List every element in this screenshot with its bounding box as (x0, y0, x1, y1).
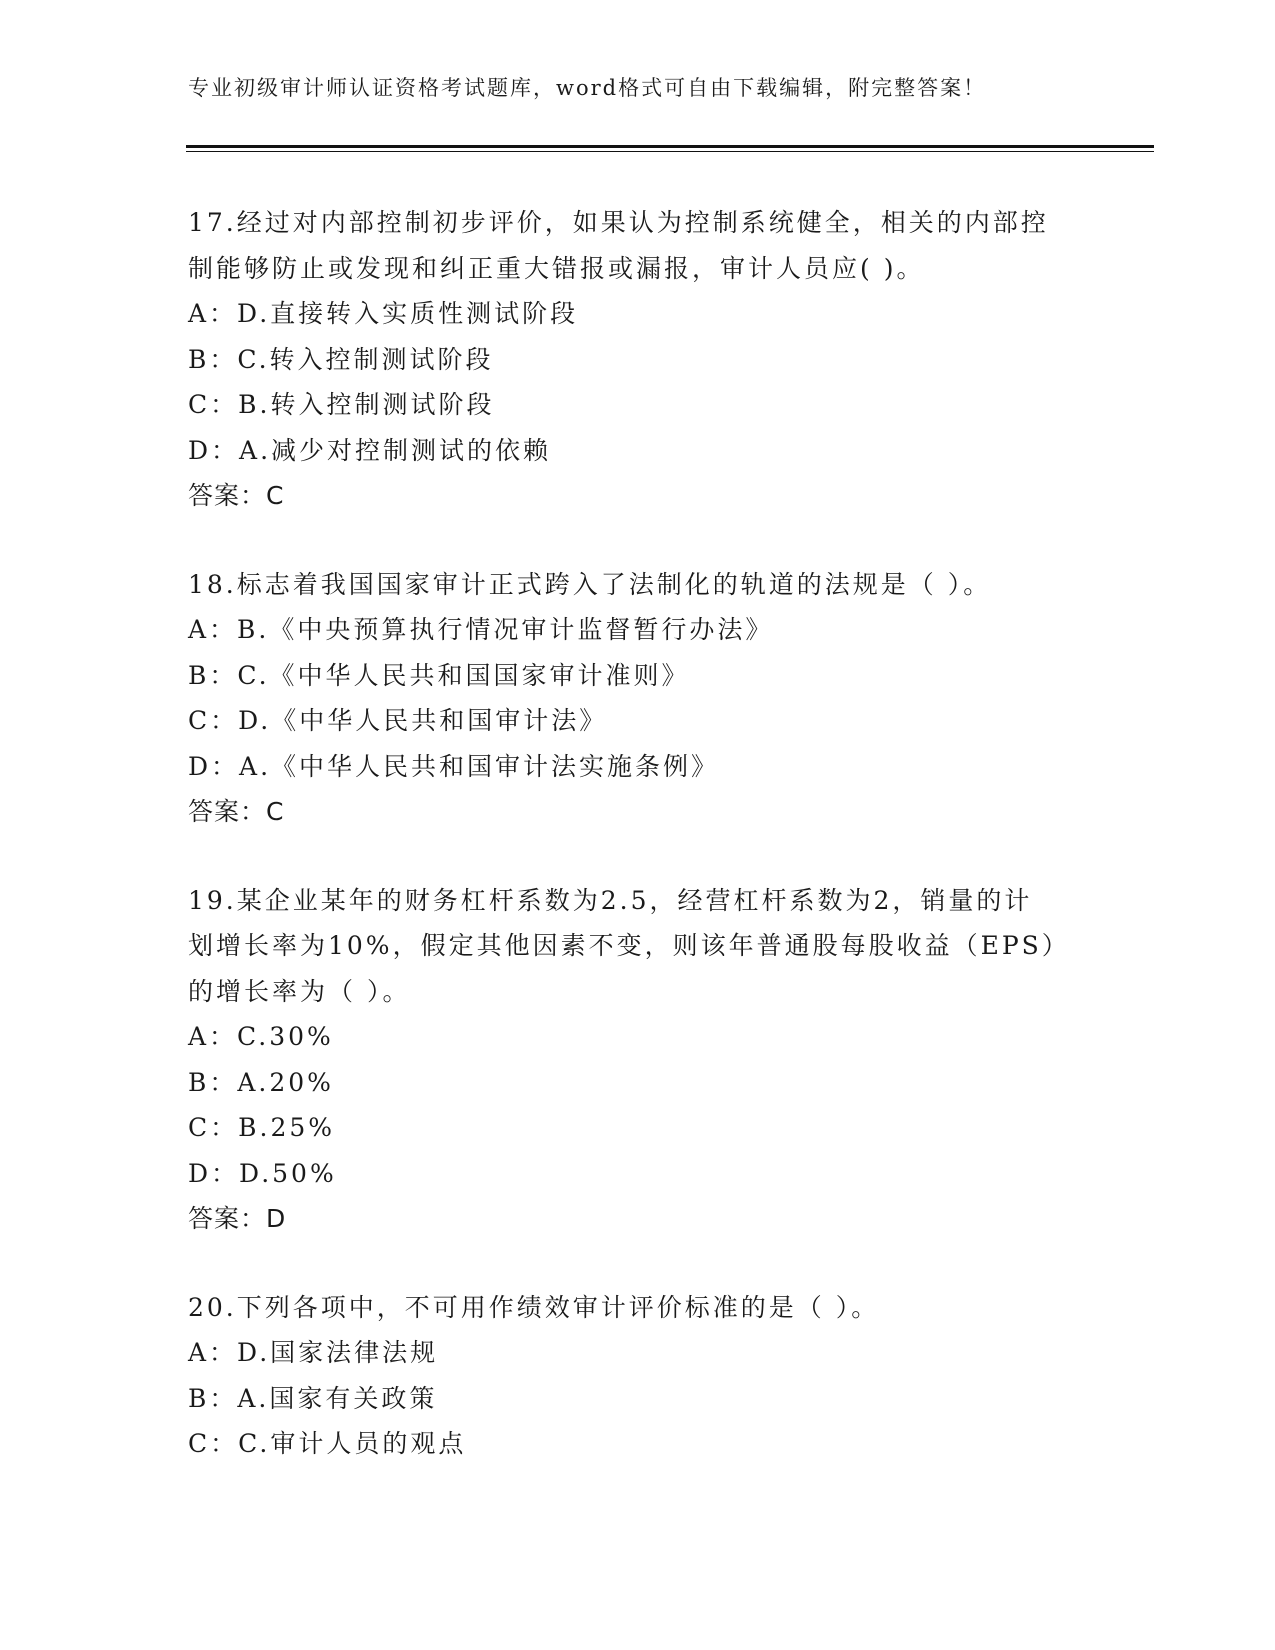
option-d: D：D.50% (188, 1158, 337, 1188)
question-stem-line: 划增长率为10%，假定其他因素不变，则该年普通股每股收益（EPS） (188, 931, 1070, 960)
option-c: C：B.25% (188, 1113, 336, 1142)
option-a: A：D.国家法律法规 (188, 1338, 439, 1367)
page-header: 专业初级审计师认证资格考试题库，word格式可自由下载编辑，附完整答案！ (188, 76, 987, 100)
question-stem-line: 制能够防止或发现和纠正重大错报或漏报，审计人员应( )。 (188, 253, 925, 283)
question-17 (188, 200, 1088, 519)
option-b: B：A.20% (188, 1067, 334, 1097)
answer-line: 答案：C (188, 481, 285, 510)
option-c: C：C.审计人员的观点 (188, 1429, 467, 1458)
question-stem-line: 19.某企业某年的财务杠杆系数为2.5，经营杠杆系数为2，销量的计 (188, 885, 1033, 915)
option-a: A：C.30% (188, 1022, 334, 1051)
question-19 (188, 878, 1088, 1242)
question-stem-line: 的增长率为（ ）。 (188, 976, 411, 1006)
answer-line: 答案：D (188, 1204, 287, 1233)
question-stem-line: 20.下列各项中，不可用作绩效审计评价标准的是（ ）。 (188, 1292, 880, 1322)
question-stem-line: 18.标志着我国国家审计正式跨入了法制化的轨道的法规是（ ）。 (188, 569, 992, 599)
option-b: B：A.国家有关政策 (188, 1383, 438, 1413)
option-b: B：C.《中华人民共和国国家审计准则》 (188, 660, 690, 690)
question-stem-line: 17.经过对内部控制初步评价，如果认为控制系统健全，相关的内部控 (188, 208, 1049, 237)
option-b: B：C.转入控制测试阶段 (188, 344, 494, 374)
answer-line: 答案：C (188, 797, 285, 826)
header-rule-thick (186, 145, 1154, 148)
option-d: D：A.《中华人民共和国审计法实施条例》 (188, 751, 720, 781)
question-20 (188, 1285, 1088, 1467)
option-a: A：B.《中央预算执行情况审计监督暂行办法》 (188, 615, 774, 644)
question-18 (188, 562, 1088, 835)
option-c: C：B.转入控制测试阶段 (188, 390, 495, 419)
header-rule-thin (186, 151, 1154, 152)
option-c: C：D.《中华人民共和国审计法》 (188, 706, 608, 735)
option-d: D：A.减少对控制测试的依赖 (188, 435, 552, 465)
question-list (188, 200, 1088, 1510)
option-a: A：D.直接转入实质性测试阶段 (188, 299, 579, 328)
